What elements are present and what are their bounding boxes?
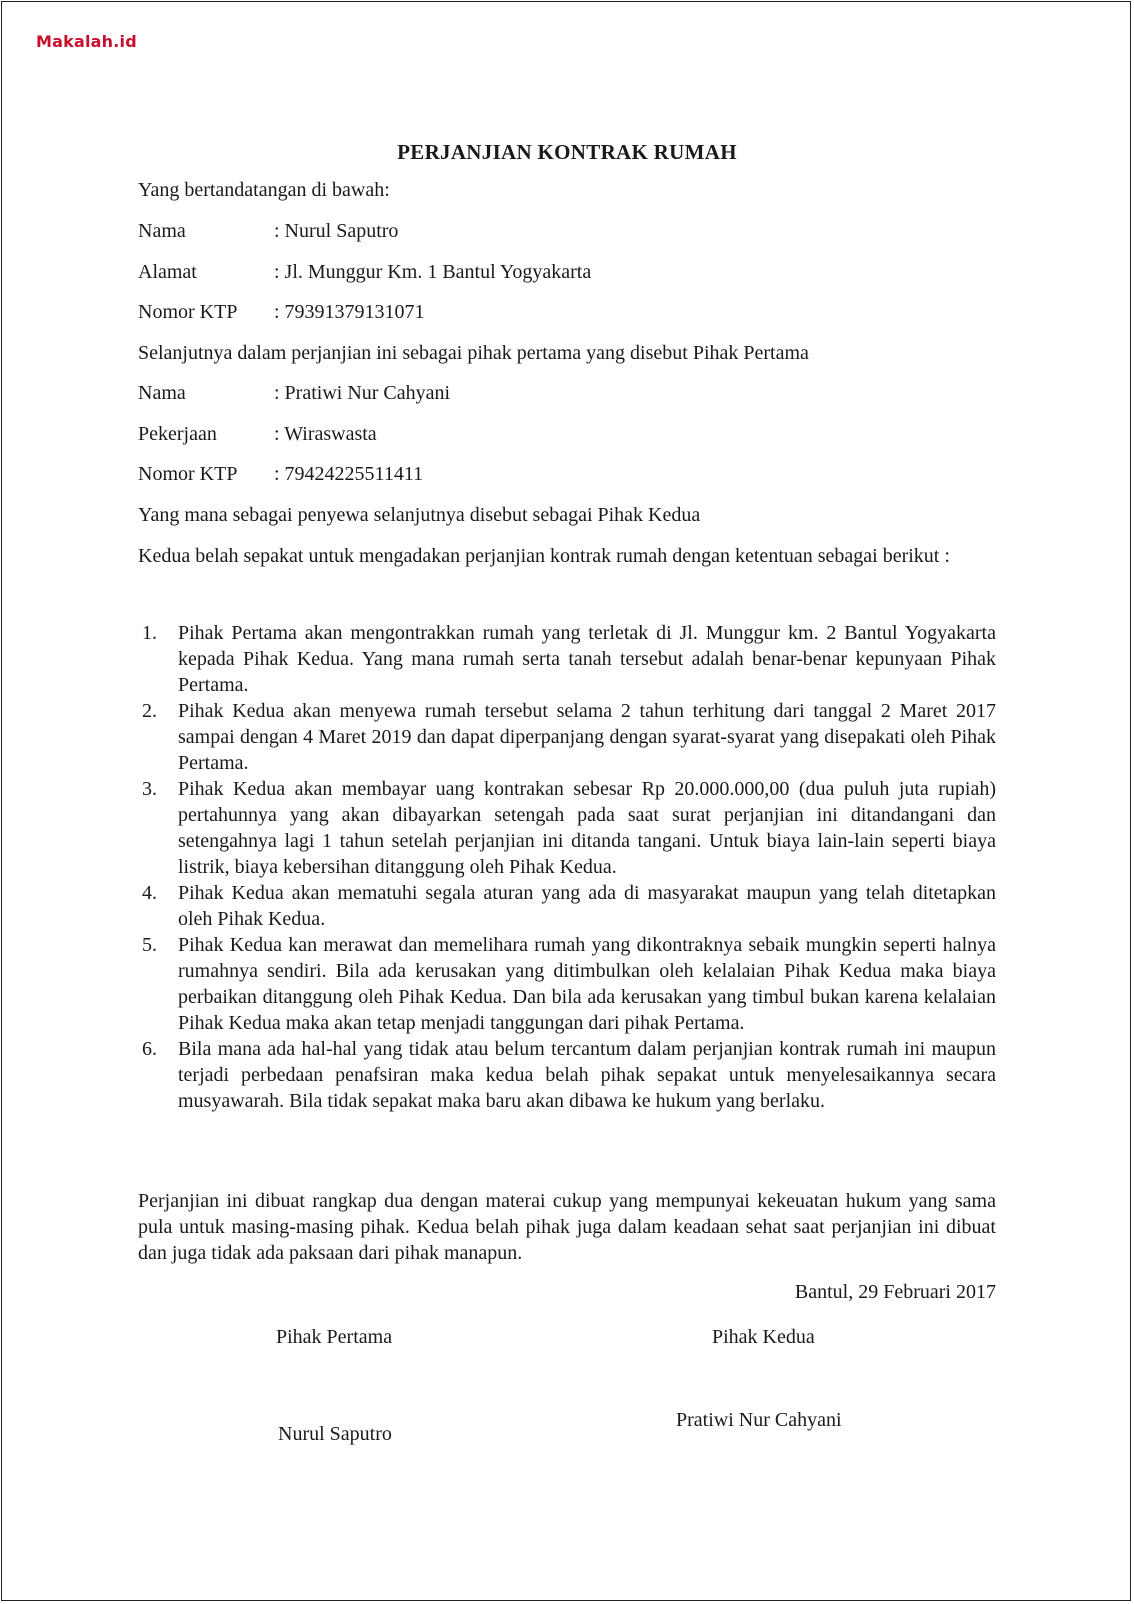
place-date: Bantul, 29 Februari 2017 [794, 1281, 996, 1303]
term-item [138, 932, 996, 1036]
field-label: Alamat [138, 261, 197, 283]
term-number: 1. [142, 622, 157, 644]
term-item [138, 776, 996, 880]
term-number: 6. [142, 1038, 157, 1060]
term-item [138, 880, 996, 932]
party2-name-row [138, 381, 450, 405]
party2-job-row [138, 422, 377, 446]
party1-ktp-row [138, 300, 425, 324]
field-value: : Nurul Saputro [274, 220, 399, 242]
term-text: Pihak Kedua kan merawat dan memelihara rumah yang dikontraknya sebaik mungkin seperti halnya rumahnya sendiri. Bila ada kerusakan yang ditimbulkan oleh kelalaian Pihak Kedua maka biaya perbaikan ditanggung oleh Pihak Kedua. Dan bila ada kerusakan yang timbul bukan karena kelalaian Pihak Kedua maka akan tetap menjadi tanggungan dari pihak Pertama. [178, 934, 996, 1034]
field-label: Nomor KTP [138, 463, 238, 485]
terms-list [138, 620, 996, 1114]
term-text: Bila mana ada hal-hal yang tidak atau belum tercantum dalam perjanjian kontrak rumah ini maupun terjadi perbedaan penafsiran maka kedua belah pihak sepakat untuk menyelesaikannya secara musyawarah. Bila tidak sepakat maka baru akan dibawa ke hukum yang berlaku. [178, 1038, 996, 1112]
signature-role-first: Pihak Pertama [276, 1326, 393, 1348]
closing-paragraph: Perjanjian ini dibuat rangkap dua dengan materai cukup yang mempunyai kekeuatan hukum yang sama pula untuk masing-masing pihak. Kedua belah pihak juga dalam keadaan sehat saat perjanjian ini dibuat dan juga tidak ada paksaan dari pihak manapun. [138, 1190, 996, 1264]
term-text: Pihak Pertama akan mengontrakkan rumah yang terletak di Jl. Munggur km. 2 Bantul Yogyakarta kepada Pihak Kedua. Yang mana rumah serta tanah tersebut adalah benar-benar kepunyaan Pihak Pertama. [178, 622, 996, 696]
term-text: Pihak Kedua akan menyewa rumah tersebut selama 2 tahun terhitung dari tanggal 2 Maret 2017 sampai dengan 4 Maret 2019 dan dapat diperpanjang dengan syarat-syarat yang disepakati oleh Pihak Pertama. [178, 700, 996, 774]
term-number: 2. [142, 700, 157, 722]
field-value: : 79391379131071 [274, 301, 425, 323]
watermark-logo: Makalah.id [36, 32, 137, 51]
document-title: PERJANJIAN KONTRAK RUMAH [397, 140, 737, 164]
agreement-intro: Kedua belah sepakat untuk mengadakan perjanjian kontrak rumah dengan ketentuan sebagai berikut : [138, 545, 950, 567]
term-text: Pihak Kedua akan membayar uang kontrakan sebesar Rp 20.000.000,00 (dua puluh juta rupiah) pertahunnya yang akan dibayarkan setengah pada saat surat perjanjian ini ditandangani dan setengahnya lagi 1 tahun setelah perjanjian ini ditanda tangani. Untuk biaya lain-lain seperti biaya listrik, biaya kebersihan ditanggung oleh Pihak Kedua. [178, 778, 996, 878]
signature-role-second: Pihak Kedua [712, 1326, 815, 1348]
party1-name-row [138, 219, 398, 243]
intro-text: Yang bertandatangan di bawah: [138, 179, 390, 201]
field-value: : Pratiwi Nur Cahyani [274, 382, 451, 404]
party1-address-row [138, 260, 591, 284]
signature-name-second: Pratiwi Nur Cahyani [676, 1409, 842, 1431]
term-number: 4. [142, 882, 157, 904]
term-item [138, 1036, 996, 1114]
field-label: Nomor KTP [138, 301, 238, 323]
term-number: 3. [142, 778, 157, 800]
field-value: : 79424225511411 [274, 463, 424, 485]
field-value: : Wiraswasta [274, 423, 377, 445]
term-item [138, 698, 996, 776]
party2-ktp-row [138, 462, 423, 486]
term-number: 5. [142, 934, 157, 956]
field-label: Nama [138, 382, 186, 404]
signature-name-first: Nurul Saputro [278, 1423, 392, 1445]
party1-statement: Selanjutnya dalam perjanjian ini sebagai pihak pertama yang disebut Pihak Pertama [138, 342, 809, 364]
term-item [138, 620, 996, 698]
field-label: Pekerjaan [138, 423, 217, 445]
party2-statement: Yang mana sebagai penyewa selanjutnya disebut sebagai Pihak Kedua [138, 504, 701, 526]
field-value: : Jl. Munggur Km. 1 Bantul Yogyakarta [274, 261, 592, 283]
field-label: Nama [138, 220, 186, 242]
term-text: Pihak Kedua akan mematuhi segala aturan yang ada di masyarakat maupun yang telah ditetapkan oleh Pihak Kedua. [178, 882, 996, 930]
